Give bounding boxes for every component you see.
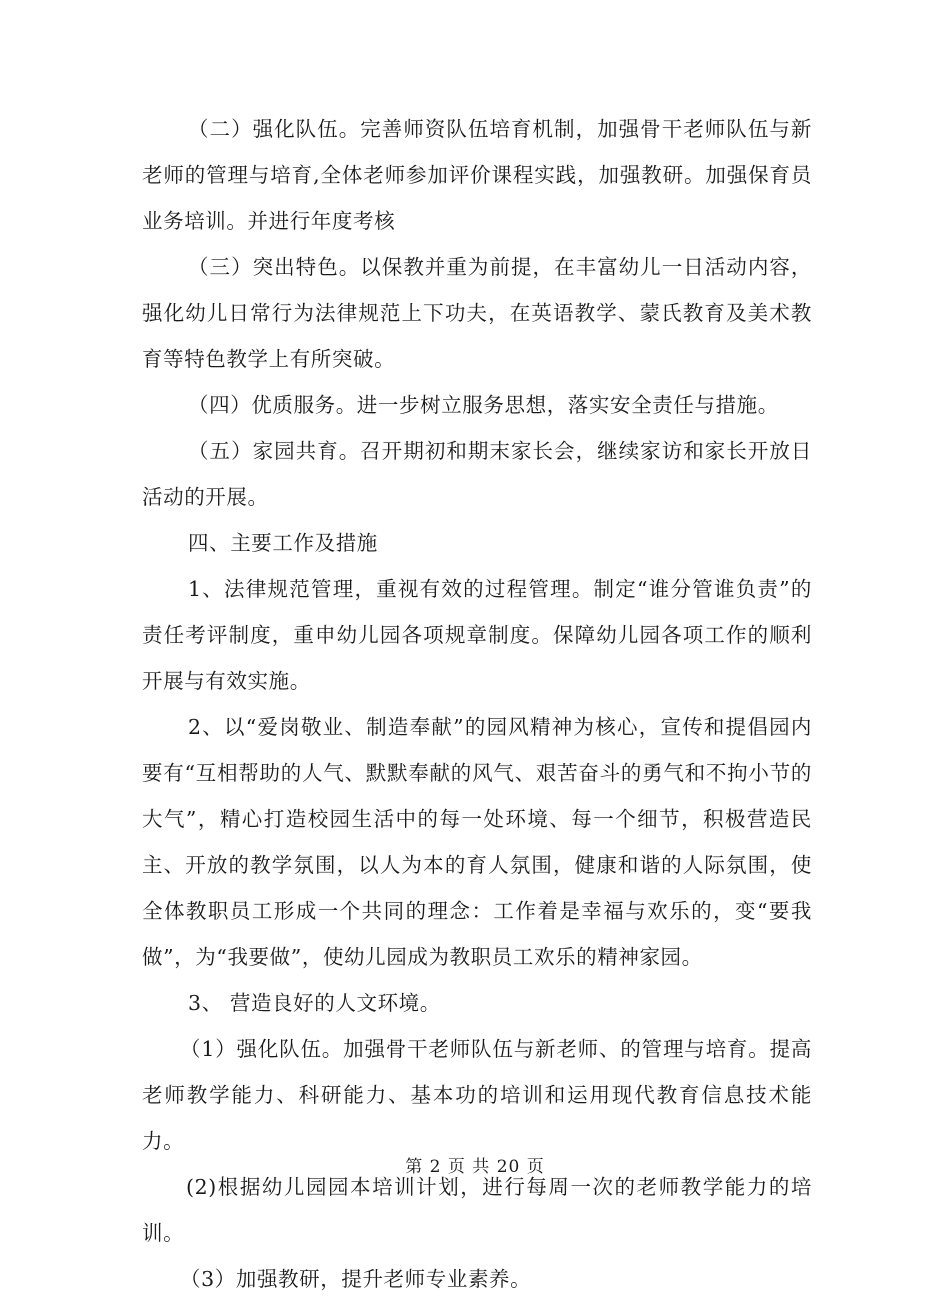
paragraph-strengthen-team: （二）强化队伍。完善师资队伍培育机制，加强骨干老师队伍与新老师的管理与培育,全体老师参加评价课程实践，加强教研。加强保育员业务培训。并进行年度考核 [142,117,812,233]
paragraph-home-school: （五）家园共育。召开期初和期末家长会，继续家访和家长开放日活动的开展。 [142,439,812,509]
page-number-footer: 第 2 页 共 20 页 [405,1157,545,1177]
paragraph-quality-service: （四）优质服务。进一步树立服务思想，落实安全责任与措施。 [188,393,779,417]
paragraph-highlight-features: （三）突出特色。以保教并重为前提，在丰富幼儿一日活动内容，强化幼儿日常行为法律规范上下功夫，在英语教学、蒙氏教育及美术教育等特色教学上有所突破。 [142,255,812,371]
paragraph-subitem-3: （3）加强教研，提升老师专业素养。 [180,1267,532,1291]
paragraph-item-1: 1、法律规范管理，重视有效的过程管理。制定“谁分管谁负责”的责任考评制度，重申幼儿园各项规章制度。保障幼儿园各项工作的顺利开展与有效实施。 [142,577,812,693]
paragraph-subitem-1: （1）强化队伍。加强骨干老师队伍与新老师、的管理与培育。提高老师教学能力、科研能力、基本功的培训和运用现代教育信息技术能力。 [142,1037,812,1153]
paragraph-subitem-2: (2)根据幼儿园园本培训计划，进行每周一次的老师教学能力的培训。 [142,1175,812,1245]
document-body [142,106,812,1302]
section-heading-main-work: 四、主要工作及措施 [188,531,378,555]
paragraph-item-3: 3、 营造良好的人文环境。 [188,991,441,1015]
paragraph-item-2: 2、以“爱岗敬业、制造奉献”的园风精神为核心，宣传和提倡园内要有“互相帮助的人气、默默奉献的风气、艰苦奋斗的勇气和不拘小节的大气”，精心打造校园生活中的每一处环境、每一个细节，积极营造民主、开放的教学氛围，以人为本的育人氛围，健康和谐的人际氛围，使全体教职员工形成一个共同的理念：工作着是幸福与欢乐的，变“要我做”，为“我要做”，使幼儿园成为教职员工欢乐的精神家园。 [142,715,812,969]
